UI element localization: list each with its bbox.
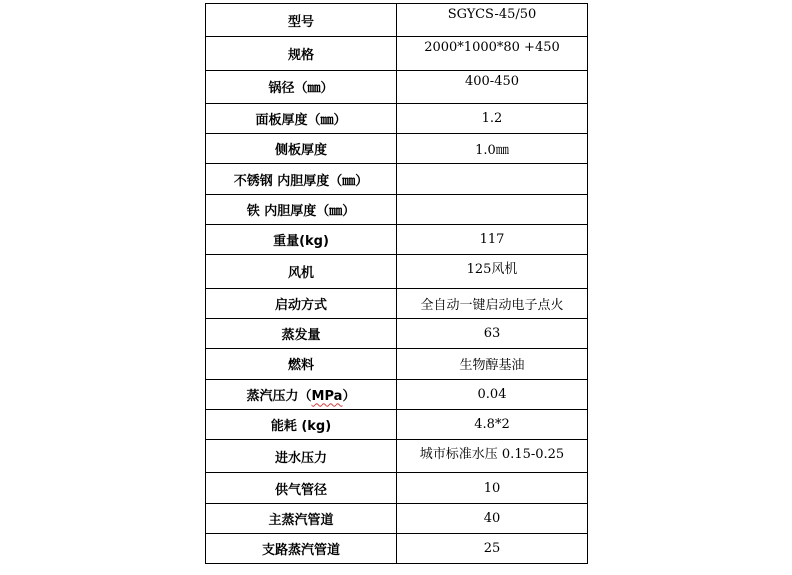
spellcheck-underlined-text: MPa [311, 388, 343, 404]
row-label: 不锈钢 内胆厚度（㎜） [206, 164, 397, 194]
table-row [206, 194, 588, 224]
table-row [206, 473, 588, 503]
row-label: 型号 [206, 4, 397, 37]
row-value: 63 [397, 318, 588, 348]
spec-table [205, 3, 588, 564]
row-value: 40 [397, 503, 588, 533]
row-value: 25 [397, 534, 588, 564]
row-value: 全自动一键启动电子点火 [397, 288, 588, 318]
table-row [206, 288, 588, 318]
table-row [206, 225, 588, 255]
row-label: 启动方式 [206, 288, 397, 318]
row-value [397, 164, 588, 194]
row-label: 燃料 [206, 349, 397, 379]
table-row [206, 103, 588, 133]
table-row [206, 349, 588, 379]
row-label-steam-pressure [206, 379, 397, 409]
row-label: 能耗 (kg) [206, 409, 397, 439]
row-value: 生物醇基油 [397, 349, 588, 379]
row-label: 进水压力 [206, 440, 397, 473]
row-label: 风机 [206, 255, 397, 288]
row-value: 117 [397, 225, 588, 255]
row-label: 铁 内胆厚度（㎜） [206, 194, 397, 224]
row-label: 蒸发量 [206, 318, 397, 348]
table-row [206, 164, 588, 194]
label-text: ） [342, 388, 356, 404]
table-row [206, 255, 588, 288]
row-label: 主蒸汽管道 [206, 503, 397, 533]
table-row [206, 440, 588, 473]
row-value: 1.0㎜ [397, 134, 588, 164]
table-row [206, 134, 588, 164]
row-value: 城市标准水压 0.15-0.25 [397, 440, 588, 473]
row-label: 供气管径 [206, 473, 397, 503]
table-row [206, 379, 588, 409]
row-value: 2000*1000*80 +450 [397, 37, 588, 70]
row-label: 支路蒸汽管道 [206, 534, 397, 564]
row-label: 重量(kg) [206, 225, 397, 255]
table-row [206, 534, 588, 564]
row-value [397, 194, 588, 224]
row-value: 400-450 [397, 70, 588, 103]
row-label: 侧板厚度 [206, 134, 397, 164]
table-row [206, 409, 588, 439]
table-row [206, 318, 588, 348]
row-value: SGYCS-45/50 [397, 4, 588, 37]
row-value: 125风机 [397, 255, 588, 288]
row-value: 4.8*2 [397, 409, 588, 439]
row-value: 0.04 [397, 379, 588, 409]
table-row [206, 70, 588, 103]
table-row [206, 37, 588, 70]
label-text: 蒸汽压力（ [246, 388, 312, 404]
table-row [206, 503, 588, 533]
table-row [206, 4, 588, 37]
row-label: 规格 [206, 37, 397, 70]
row-value: 1.2 [397, 103, 588, 133]
row-value: 10 [397, 473, 588, 503]
row-label: 面板厚度（㎜） [206, 103, 397, 133]
row-label: 锅径（㎜） [206, 70, 397, 103]
